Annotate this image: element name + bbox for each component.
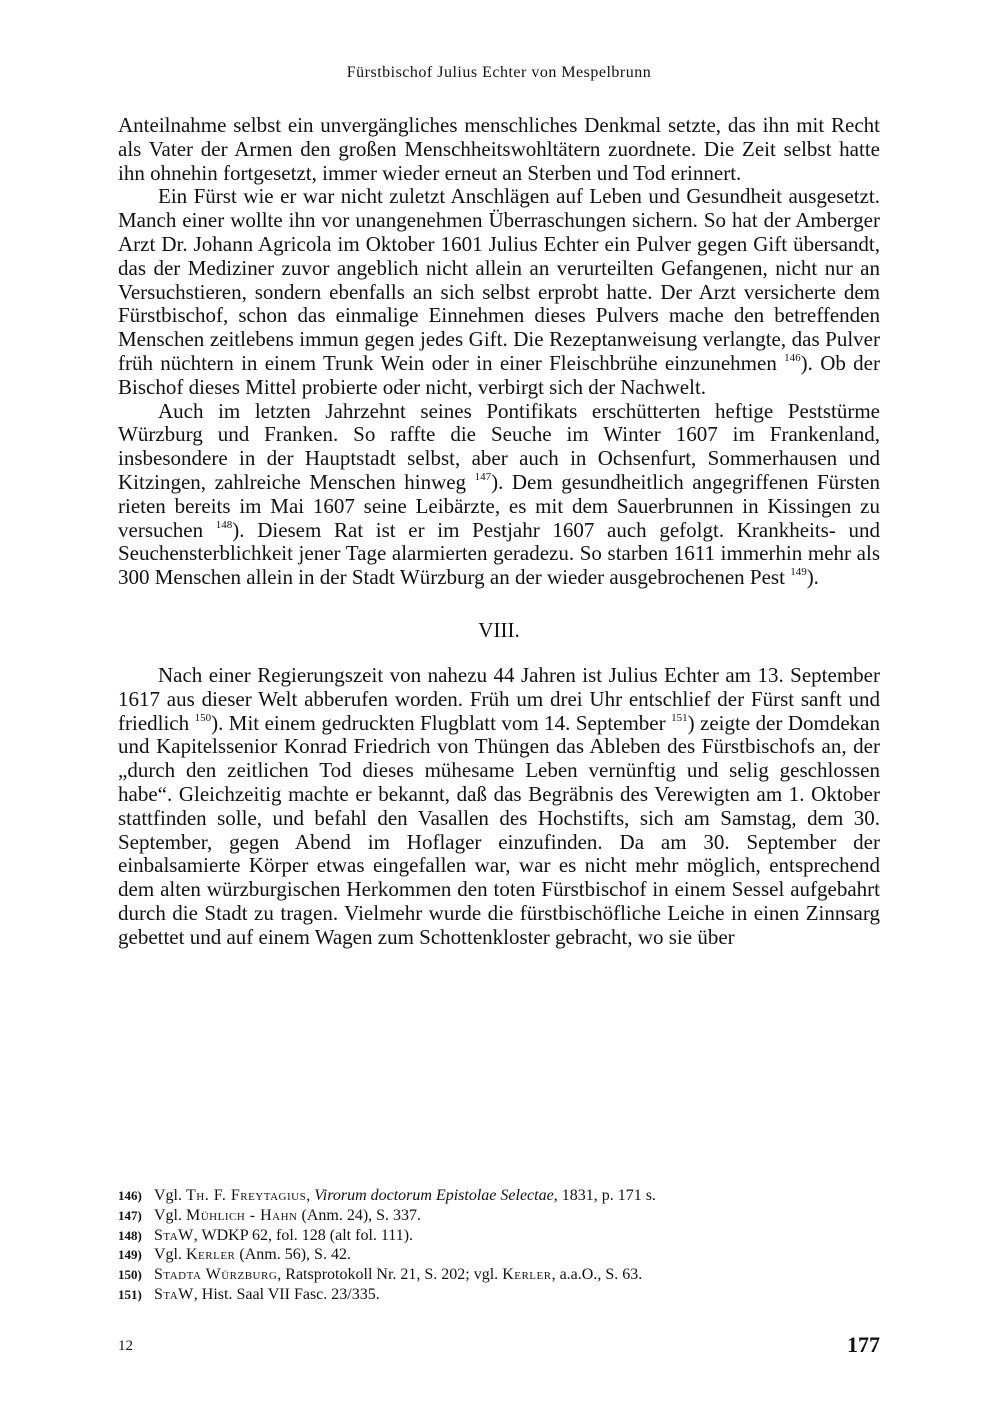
footnote-151 bbox=[118, 1285, 880, 1305]
footnote-text bbox=[154, 1245, 880, 1265]
footnote-text-part: , WDKP 62, fol. 128 (alt fol. 111). bbox=[193, 1226, 414, 1244]
footnote-archive: Stadta Würzburg bbox=[154, 1266, 278, 1284]
footnote-ref-146[interactable]: 146 bbox=[784, 351, 801, 364]
paragraph-2 bbox=[118, 185, 880, 399]
paragraph-4 bbox=[118, 664, 880, 950]
footnote-text bbox=[154, 1206, 880, 1226]
footnote-ref-147[interactable]: 147 bbox=[474, 470, 492, 483]
footnote-146 bbox=[118, 1186, 880, 1206]
footnote-text bbox=[154, 1265, 880, 1285]
footnote-text-part: (Anm. 56), S. 42. bbox=[235, 1246, 351, 1264]
footnote-archive: StaW bbox=[154, 1285, 194, 1303]
footnote-number: 147) bbox=[118, 1207, 142, 1223]
footnote-number: 150) bbox=[118, 1267, 142, 1283]
book-page bbox=[118, 0, 880, 1419]
footnote-title: Virorum doctorum Epistolae Selectae bbox=[314, 1187, 554, 1204]
footnote-ref-149[interactable]: 149 bbox=[790, 566, 807, 579]
footnote-number: 149) bbox=[118, 1247, 142, 1263]
footnote-author: Th. F. Freytagius bbox=[186, 1187, 307, 1204]
footnote-number: 148) bbox=[118, 1227, 142, 1243]
footnote-archive: StaW bbox=[154, 1226, 194, 1244]
footnote-ref-150[interactable]: 150 bbox=[194, 711, 212, 724]
footnote-text-part: Vgl. bbox=[154, 1246, 186, 1264]
footnote-text-part: Vgl. bbox=[154, 1187, 186, 1204]
footnote-author: Kerler bbox=[186, 1246, 236, 1264]
footnote-147 bbox=[118, 1206, 880, 1226]
page-number: 177 bbox=[847, 1332, 880, 1357]
footnote-author: Kerler bbox=[502, 1266, 552, 1284]
footnote-text-part: (Anm. 24), S. 337. bbox=[297, 1206, 422, 1224]
section-heading: VIII. bbox=[478, 617, 520, 642]
footnote-149 bbox=[118, 1245, 880, 1265]
footnote-number: 151) bbox=[118, 1286, 142, 1302]
paragraph-3-text-b: ). Dem gesundheitlich angegriffenen Fürsten rieten bereits im Mai 1607 seine Leibärzte, es mit dem Sauerbrunnen in Kissingen zu versuchen bbox=[118, 469, 880, 542]
footnote-ref-148[interactable]: 148 bbox=[215, 518, 233, 531]
signature-mark: 12 bbox=[118, 1338, 133, 1354]
paragraph-3 bbox=[118, 400, 880, 590]
footnote-text-part: Vgl. bbox=[154, 1206, 186, 1224]
footnote-text bbox=[154, 1186, 880, 1206]
footnote-text-part: , 1831, p. 171 s. bbox=[553, 1187, 656, 1204]
footnote-number: 146) bbox=[118, 1188, 142, 1203]
footnote-150 bbox=[118, 1265, 880, 1285]
footnote-text-part: , a.a.O., S. 63. bbox=[551, 1266, 643, 1284]
paragraph-4-text-a: Nach einer Regierungszeit von nahezu 44 Jahren ist Julius Echter am 13. September 1617 aus dieser Welt abberufen worden. Früh um drei Uhr entschlief der Fürst sanft und friedlich bbox=[118, 662, 880, 735]
footnote-148 bbox=[118, 1226, 880, 1246]
footnote-text-part: , Ratsprotokoll Nr. 21, S. 202; vgl. bbox=[277, 1266, 503, 1284]
paragraph-2-text: Ein Fürst wie er war nicht zuletzt Anschlägen auf Leben und Gesundheit ausgesetzt. Manch einer wollte ihn vor unangenehmen Überraschungen sichern. So hat der Amberger Arzt Dr. Johann Agricola im Oktober 1601 Julius Echter ein Pulver gegen Gift übersandt, das der Mediziner zuvor angeblich nicht allein an verurteilten Gefangenen, nicht nur an Versuchstieren, sondern ebenfalls an sich selbst erprobt hatte. Der Arzt versicherte dem Fürstbischof, schon das einmalige Einnehmen dieses Pulvers mache den betreffenden Menschen zeitlebens immun gegen jedes Gift. Die Rezeptanweisung verlangte, das Pulver früh nüchtern in einem Trunk Wein oder in einer Fleischbrühe einzunehmen bbox=[118, 184, 880, 375]
footnote-text-part: , Hist. Saal VII Fasc. 23/335. bbox=[193, 1285, 380, 1303]
footnotes bbox=[118, 1186, 880, 1305]
paragraph-3-text-d: ). bbox=[806, 565, 819, 590]
footnote-text bbox=[154, 1226, 880, 1246]
footnote-text bbox=[154, 1285, 880, 1305]
running-head: Fürstbischof Julius Echter von Mespelbrunn bbox=[346, 64, 652, 81]
footnote-text-part: , bbox=[306, 1187, 315, 1204]
body-text bbox=[118, 114, 880, 950]
paragraph-1: Anteilnahme selbst ein unvergängliches menschliches Denkmal setzte, das ihn mit Recht als Vater der Armen den großen Menschheitswohltätern zuordnete. Die Zeit selbst hatte ihn ohnehin fortgesetzt, immer wieder erneut an Sterben und Tod erinnert. bbox=[118, 113, 880, 185]
paragraph-2-text-end: ). Ob der Bischof dieses Mittel probierte oder nicht, verbirgt sich der Nachwelt. bbox=[118, 350, 880, 399]
footnote-ref-151[interactable]: 151 bbox=[671, 711, 688, 724]
paragraph-3-text-c: ). Diesem Rat ist er im Pestjahr 1607 auch gefolgt. Krankheits- und Seuchensterblichkeit jener Tage alarmierten geradezu. So starben 1611 immerhin mehr als 300 Menschen allein in der Stadt Würzburg an der wieder ausgebrochenen Pest bbox=[118, 517, 881, 590]
paragraph-3-text-a: Auch im letzten Jahrzehnt seines Pontifikats erschütterten heftige Peststürme Würzburg und Franken. So raffte die Seuche im Winter 1607 im Frankenland, insbesondere in der Hauptstadt selbst, aber auch in Ochsenfurt, Sommerhausen und Kitzingen, zahlreiche Menschen hinweg bbox=[118, 398, 880, 494]
paragraph-4-text-b: ). Mit einem gedruckten Flugblatt vom 14. September bbox=[211, 710, 666, 735]
paragraph-4-text-c: ) zeigte der Domdekan und Kapitelssenior Konrad Friedrich von Thüngen das Ableben des Fürstbischofs an, der „durch den zeitlichen Tod dieses mühesame Leben vernünftig und selig geschlossen habe“. Gleichzeitig machte er bekannt, daß das Begräbnis des Verewigten am 1. Oktober stattfinden solle, und befahl den Vasallen des Hochstifts, sich am Samstag, dem 30. September, gegen Abend im Hoflager einzufinden. Da am 30. September der einbalsamierte Körper etwas eingefallen war, war es nicht mehr möglich, entsprechend dem alten würzburgischen Herkommen den toten Fürstbischof in einem Sessel aufgebahrt durch die Stadt zu tragen. Vielmehr wurde die fürstbischöfliche Leiche in einen Zinnsarg gebettet und auf einem Wagen zum Schottenkloster gebracht, wo sie über bbox=[118, 710, 880, 949]
footnote-author: Mühlich - Hahn bbox=[186, 1206, 298, 1224]
